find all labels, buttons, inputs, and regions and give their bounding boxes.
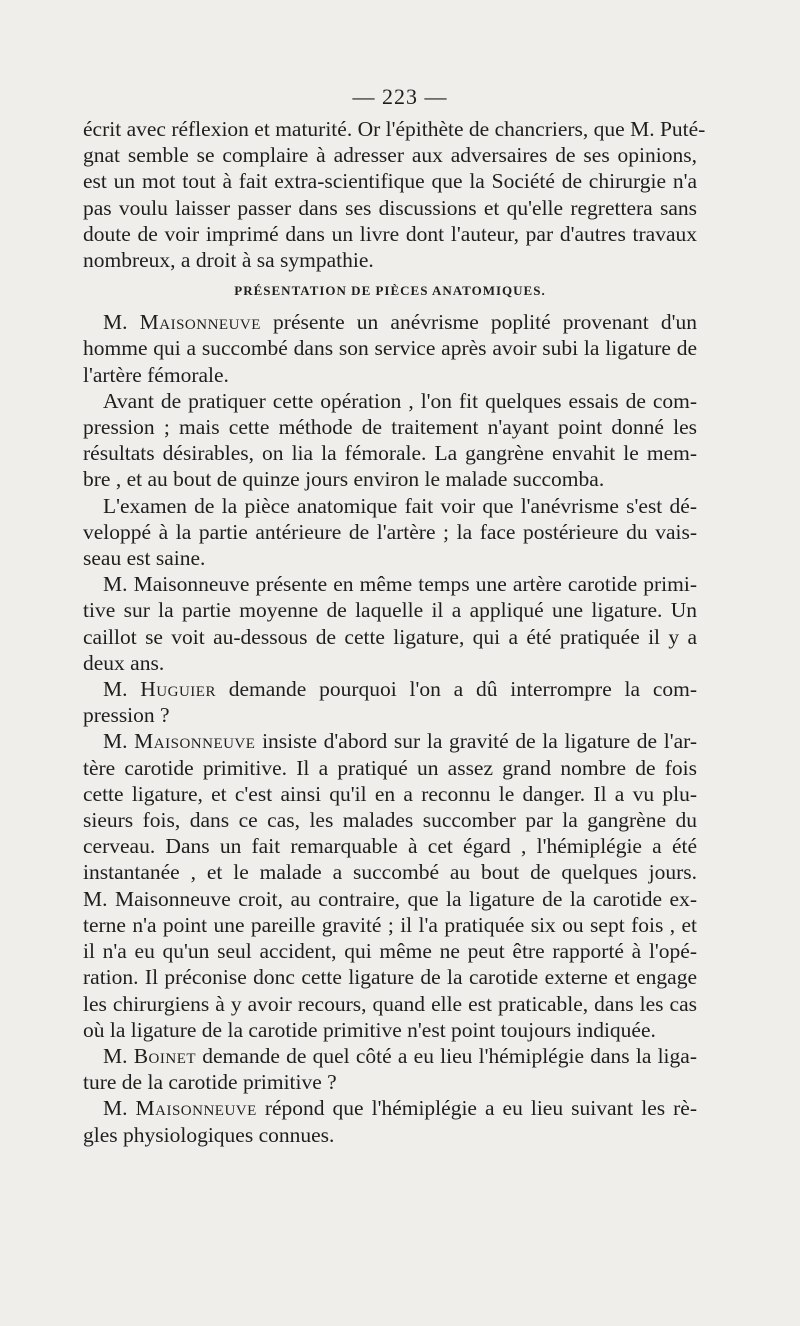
speaker-name: Maisonneuve xyxy=(134,729,256,754)
text-line: tère carotide primitive. Il a pratiqué un assez grand nombre de fois xyxy=(83,755,697,780)
paragraph-first-line: M. Maisonneuve insiste d'abord sur la gravité de la ligature de l'ar- xyxy=(103,729,697,754)
text-line: résultats désirables, on lia la fémorale. La gangrène envahit le mem- xyxy=(83,441,697,466)
paragraph-first-line: M. Huguier demande pourquoi l'on a dû interrompre la com- xyxy=(103,677,697,702)
speaker-name: Boinet xyxy=(133,1043,197,1068)
text-line: bre , et au bout de quinze jours environ le malade succomba. xyxy=(83,467,605,492)
text-line: veloppé à la partie antérieure de l'artère ; la face postérieure du vais- xyxy=(83,519,697,544)
text-line: gles physiologiques connues. xyxy=(83,1122,335,1147)
paragraph-first-line: M. Maisonneuve présente en même temps une artère carotide primi- xyxy=(103,572,697,597)
text-line: doute de voir imprimé dans un livre dont l'auteur, par d'autres travaux xyxy=(83,221,697,246)
speaker-name: Huguier xyxy=(140,677,216,702)
paragraph-first-line: M. Boinet demande de quel côté a eu lieu l'hémiplégie dans la liga- xyxy=(103,1043,697,1068)
page-number: — 223 — xyxy=(352,84,448,109)
text-line: deux ans. xyxy=(83,650,165,675)
text-line: tive sur la partie moyenne de laquelle il a appliqué une ligature. Un xyxy=(83,598,697,623)
text-line: écrit avec réflexion et maturité. Or l'épithète de chancriers, que M. Puté- xyxy=(83,117,706,141)
text-line: homme qui a succombé dans son service après avoir subi la ligature de xyxy=(83,336,697,361)
section-heading: PRÉSENTATION DE PIÈCES ANATOMIQUES. xyxy=(234,283,546,299)
text-line: instantanée , et le malade a succombé au bout de quelques jours. xyxy=(83,860,697,885)
speaker-name: Maisonneuve xyxy=(135,1096,257,1121)
text-line: gnat semble se complaire à adresser aux adversaires de ses opinions, xyxy=(83,143,697,168)
text-line: cerveau. Dans un fait remarquable à cet égard , l'hémiplégie a été xyxy=(83,834,697,859)
text-line: pression ; mais cette méthode de traitement n'ayant point donné les xyxy=(83,415,697,440)
text-line: est un mot tout à fait extra-scientifique que la Société de chirurgie n'a xyxy=(83,169,697,194)
text-line: sieurs fois, dans ce cas, les malades succomber par la gangrène du xyxy=(83,808,697,833)
text-line: ture de la carotide primitive ? xyxy=(83,1070,337,1095)
paragraph-first-line: M. Maisonneuve répond que l'hémiplégie a eu lieu suivant les rè- xyxy=(103,1096,697,1121)
text-line: l'artère fémorale. xyxy=(83,362,229,387)
text-line: M. Maisonneuve croit, au contraire, que la ligature de la carotide ex- xyxy=(83,886,697,911)
page-text xyxy=(83,116,706,1148)
speaker-name: Maisonneuve xyxy=(139,310,261,335)
text-line: ration. Il préconise donc cette ligature de la carotide externe et engage xyxy=(83,965,697,990)
text-line: où la ligature de la carotide primitive n'est point toujours indiquée. xyxy=(83,1017,656,1042)
paragraph-first-line: Avant de pratiquer cette opération , l'on fit quelques essais de com- xyxy=(103,388,697,413)
text-line: pression ? xyxy=(83,703,170,728)
text-line: pas voulu laisser passer dans ses discussions et qu'elle regrettera sans xyxy=(83,195,697,220)
text-line: les chirurgiens à y avoir recours, quand elle est praticable, dans les cas xyxy=(83,991,697,1016)
text-line: cette ligature, et c'est ainsi qu'il en a reconnu le danger. Il a vu plu- xyxy=(83,781,697,806)
text-line: seau est saine. xyxy=(83,546,206,571)
paragraph-first-line: M. Maisonneuve présente un anévrisme poplité provenant d'un xyxy=(103,310,697,335)
text-line: nombreux, a droit à sa sympathie. xyxy=(83,248,374,273)
paragraph-first-line: L'examen de la pièce anatomique fait voir que l'anévrisme s'est dé- xyxy=(103,493,697,518)
text-line: il n'a eu qu'un seul accident, qui même ne peut être rapporté à l'opé- xyxy=(83,939,697,964)
text-line: caillot se voit au-dessous de cette ligature, qui a été pratiquée il y a xyxy=(83,624,697,649)
text-line: terne n'a point une pareille gravité ; il l'a pratiquée six ou sept fois , et xyxy=(83,912,697,937)
